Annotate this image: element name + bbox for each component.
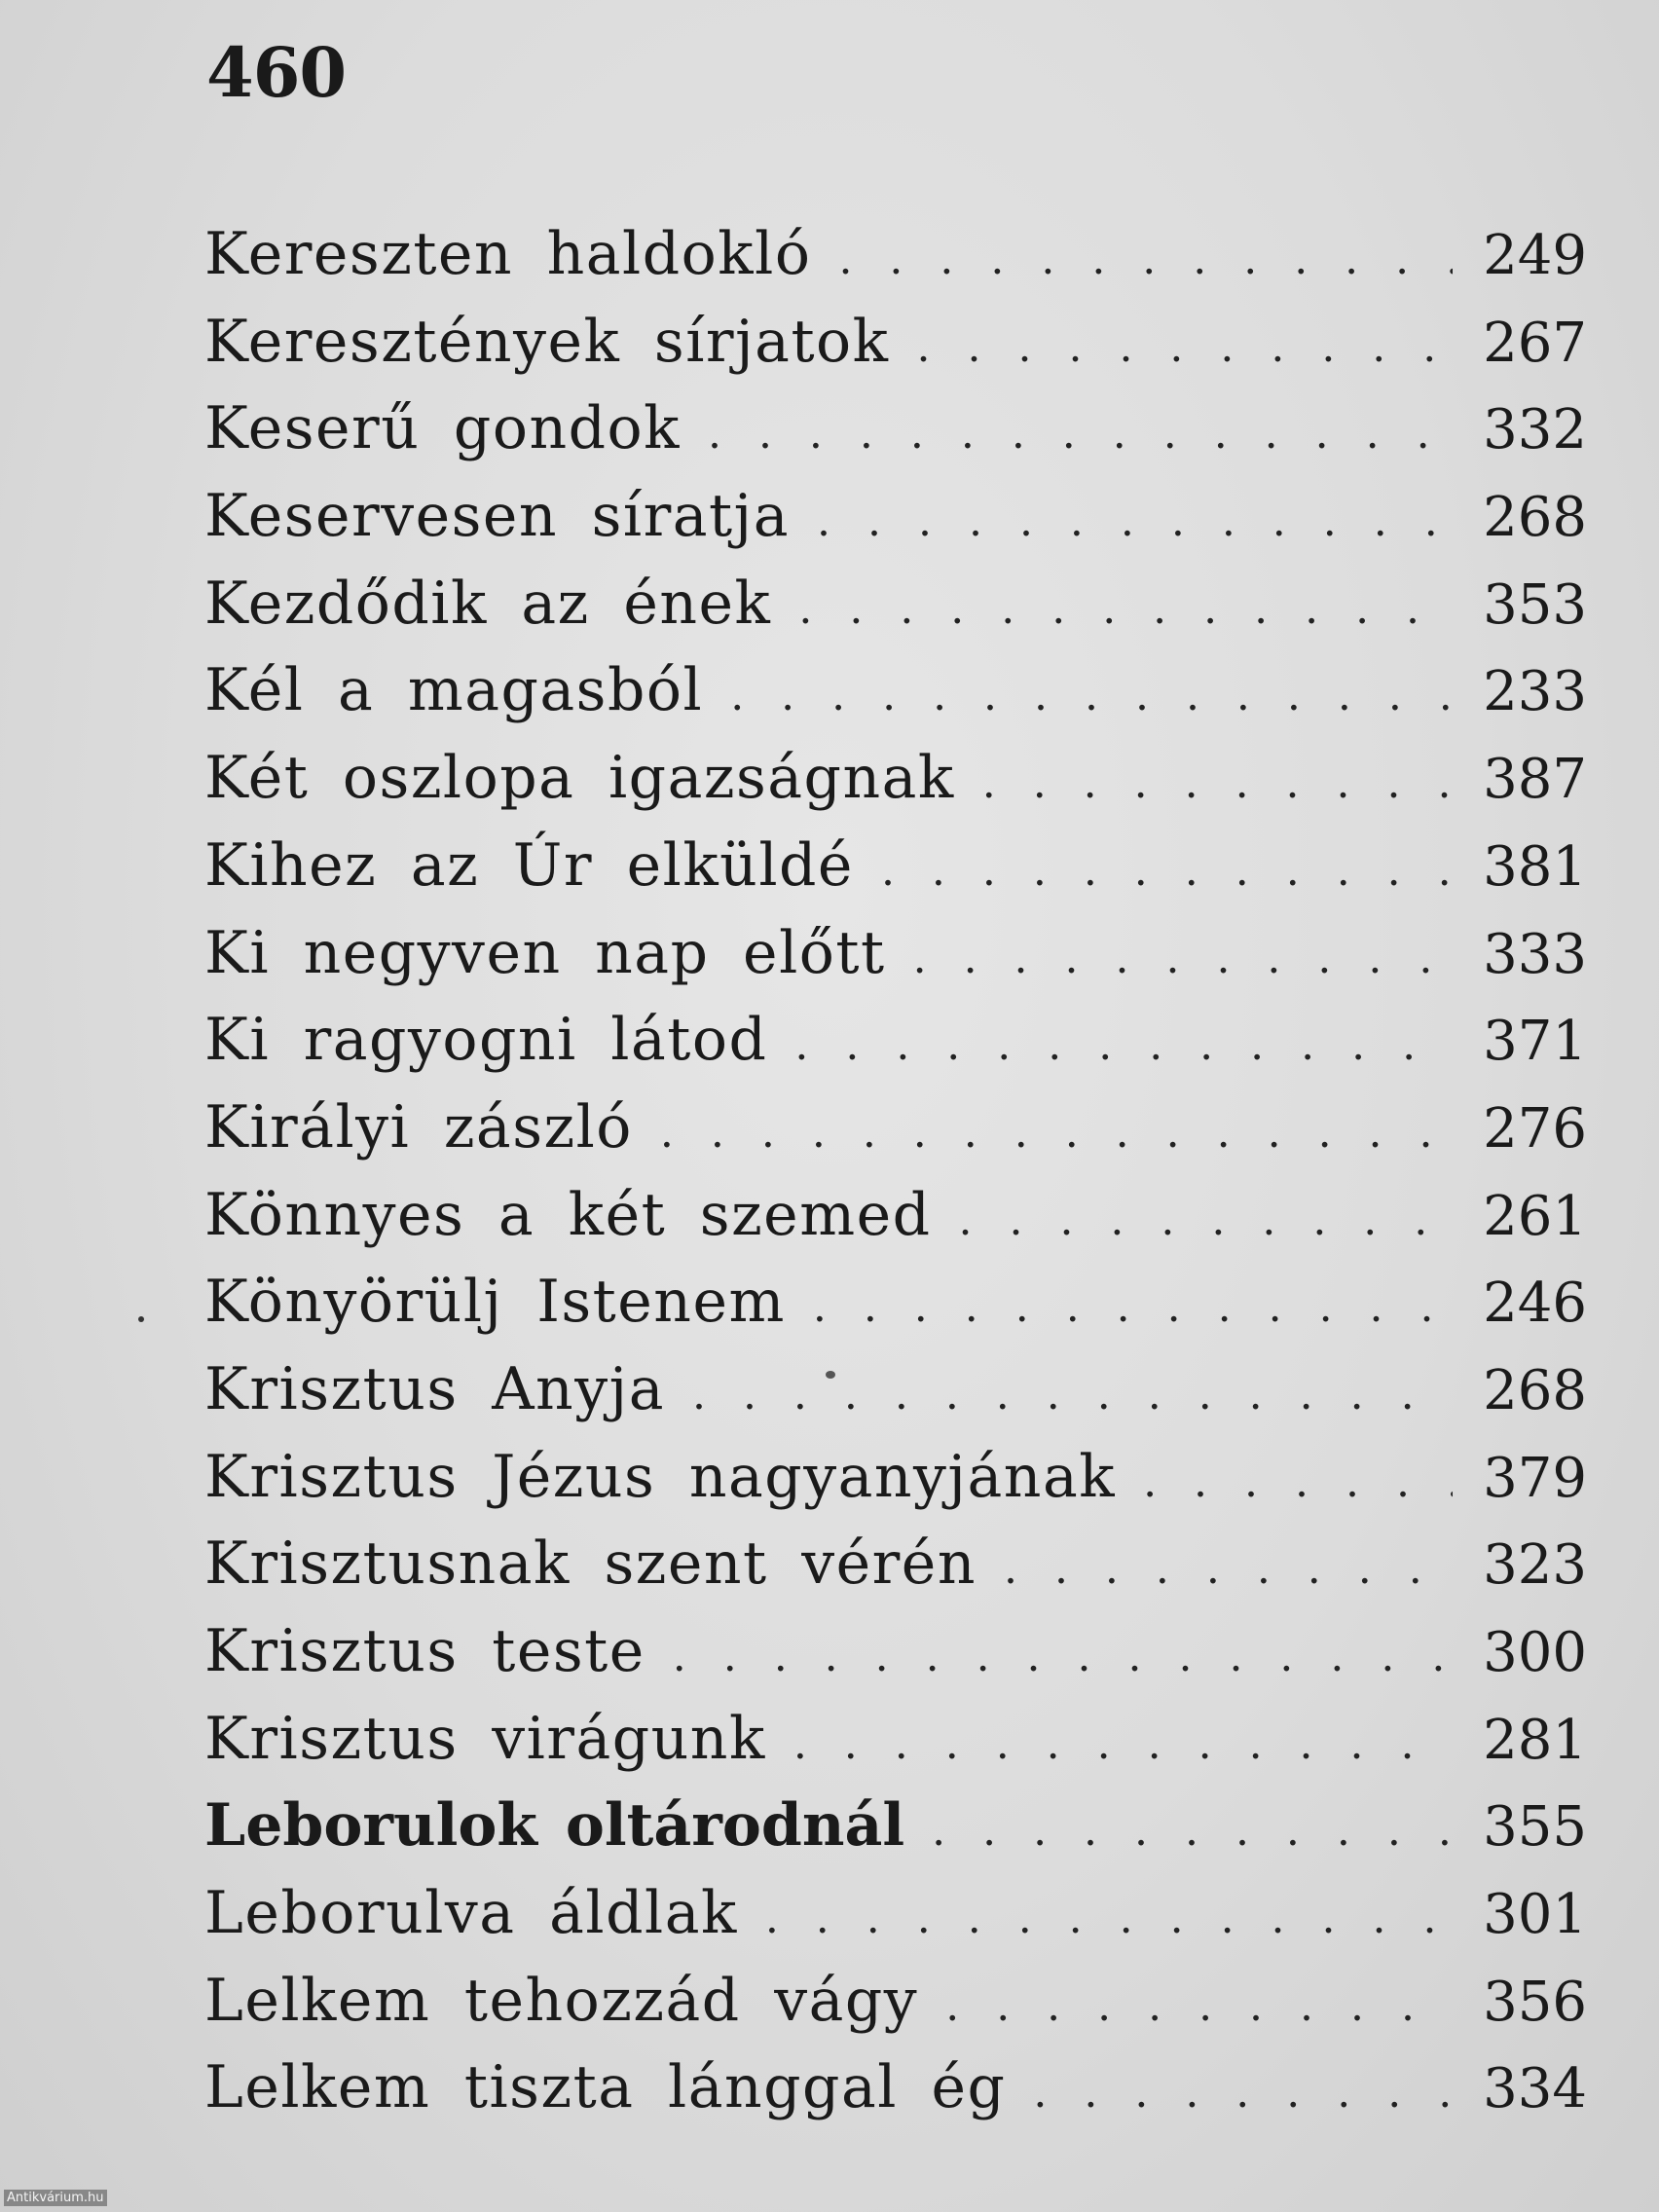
index-entry <box>204 1530 1587 1617</box>
entry-page-number: 371 <box>1483 1010 1587 1074</box>
entry-title: Könyörülj Istenem <box>204 1268 786 1337</box>
entry-title: Két oszlopa igazságnak <box>204 744 955 813</box>
entry-title: Krisztus virágunk <box>204 1704 766 1773</box>
ink-speck <box>826 1371 835 1379</box>
dot-leader <box>798 584 1453 634</box>
entry-page-number: 233 <box>1483 660 1587 724</box>
entry-page-number: 387 <box>1483 748 1587 812</box>
entry-title: Leborulva áldlak <box>204 1879 738 1948</box>
dot-leader <box>660 1108 1453 1158</box>
index-entry <box>204 220 1587 308</box>
index-entry <box>204 1006 1587 1093</box>
entry-title: Leborulok oltárodnál <box>204 1791 905 1861</box>
entry-title: Krisztus teste <box>204 1617 645 1685</box>
dot-leader <box>813 1282 1453 1332</box>
dot-leader <box>982 758 1453 808</box>
entry-page-number: 276 <box>1483 1096 1587 1161</box>
dot-leader <box>765 1894 1453 1943</box>
entry-page-number: 261 <box>1483 1184 1587 1248</box>
dot-leader <box>959 1196 1453 1245</box>
index-entry <box>204 1268 1587 1355</box>
index-entry <box>204 570 1587 657</box>
index-entry <box>204 1093 1587 1181</box>
entry-page-number: 379 <box>1483 1446 1587 1510</box>
entry-title: Könnyes a két szemed <box>204 1180 932 1249</box>
dot-leader <box>1004 1544 1453 1594</box>
index-list <box>204 220 1587 2141</box>
dot-leader <box>1143 1457 1453 1507</box>
entry-title: Ki ragyogni látod <box>204 1006 768 1075</box>
dot-leader <box>708 409 1453 459</box>
entry-page-number: 268 <box>1483 486 1587 550</box>
entry-title: Keserű gondok <box>204 394 681 463</box>
dot-leader <box>794 1020 1453 1070</box>
dot-leader <box>730 671 1453 720</box>
entry-title: Lelkem tehozzád vágy <box>204 1966 919 2035</box>
index-entry <box>204 1967 1587 2054</box>
entry-title: Krisztus Jézus nagyanyjának <box>204 1442 1117 1511</box>
index-entry <box>204 1443 1587 1530</box>
index-entry <box>204 1355 1587 1443</box>
entry-page-number: 334 <box>1483 2057 1587 2121</box>
entry-title: Királyi zászló <box>204 1092 633 1161</box>
index-entry <box>204 1791 1587 1879</box>
entry-page-number: 355 <box>1483 1795 1587 1860</box>
index-entry <box>204 308 1587 395</box>
index-entry <box>204 1181 1587 1269</box>
entry-title: Kereszten haldokló <box>204 220 812 288</box>
entry-page-number: 300 <box>1483 1621 1587 1684</box>
index-entry <box>204 1879 1587 1967</box>
index-entry <box>204 831 1587 919</box>
dot-leader <box>917 322 1453 372</box>
entry-page-number: 332 <box>1483 398 1587 462</box>
entry-title: Ki negyven nap előtt <box>204 918 886 987</box>
dot-leader <box>838 235 1453 284</box>
entry-page-number: 356 <box>1483 1970 1587 2034</box>
entry-page-number: 353 <box>1483 572 1587 637</box>
entry-title: Kezdődik az ének <box>204 569 772 638</box>
index-entry <box>204 744 1587 831</box>
entry-page-number: 249 <box>1483 224 1587 287</box>
entry-title: Kihez az Úr elküldé <box>204 830 854 900</box>
entry-title: Keresztények sírjatok <box>204 307 890 376</box>
watermark: Antikvárium.hu <box>4 2190 107 2206</box>
entry-title: Keservesen síratja <box>204 482 791 551</box>
entry-page-number: 333 <box>1483 922 1587 986</box>
entry-page-number: 381 <box>1483 834 1587 899</box>
index-entry <box>204 656 1587 744</box>
dot-leader <box>817 497 1453 546</box>
dot-leader <box>673 1632 1453 1681</box>
entry-page-number: 301 <box>1483 1883 1587 1947</box>
entry-title: Krisztus Anyja <box>204 1354 665 1423</box>
entry-title: Kél a magasból <box>204 656 704 725</box>
dot-leader <box>945 1981 1453 2031</box>
page-number: 460 <box>206 32 347 113</box>
entry-page-number: 323 <box>1483 1533 1587 1598</box>
dot-leader <box>881 846 1453 896</box>
entry-page-number: 268 <box>1483 1358 1587 1422</box>
dot-leader <box>913 934 1453 983</box>
index-entry <box>204 1617 1587 1705</box>
index-entry <box>204 1705 1587 1792</box>
entry-page-number: 281 <box>1483 1708 1587 1772</box>
dot-leader <box>692 1370 1453 1419</box>
dot-leader <box>932 1806 1453 1856</box>
index-entry <box>204 919 1587 1007</box>
index-entry <box>204 2053 1587 2141</box>
entry-page-number: 246 <box>1483 1272 1587 1336</box>
index-entry <box>204 394 1587 482</box>
ink-speck <box>138 1316 144 1322</box>
entry-title: Krisztusnak szent vérén <box>204 1530 977 1599</box>
entry-page-number: 267 <box>1483 311 1587 375</box>
dot-leader <box>1033 2068 1453 2118</box>
entry-title: Lelkem tiszta lánggal ég <box>204 2053 1007 2122</box>
dot-leader <box>793 1719 1453 1769</box>
index-entry <box>204 482 1587 570</box>
